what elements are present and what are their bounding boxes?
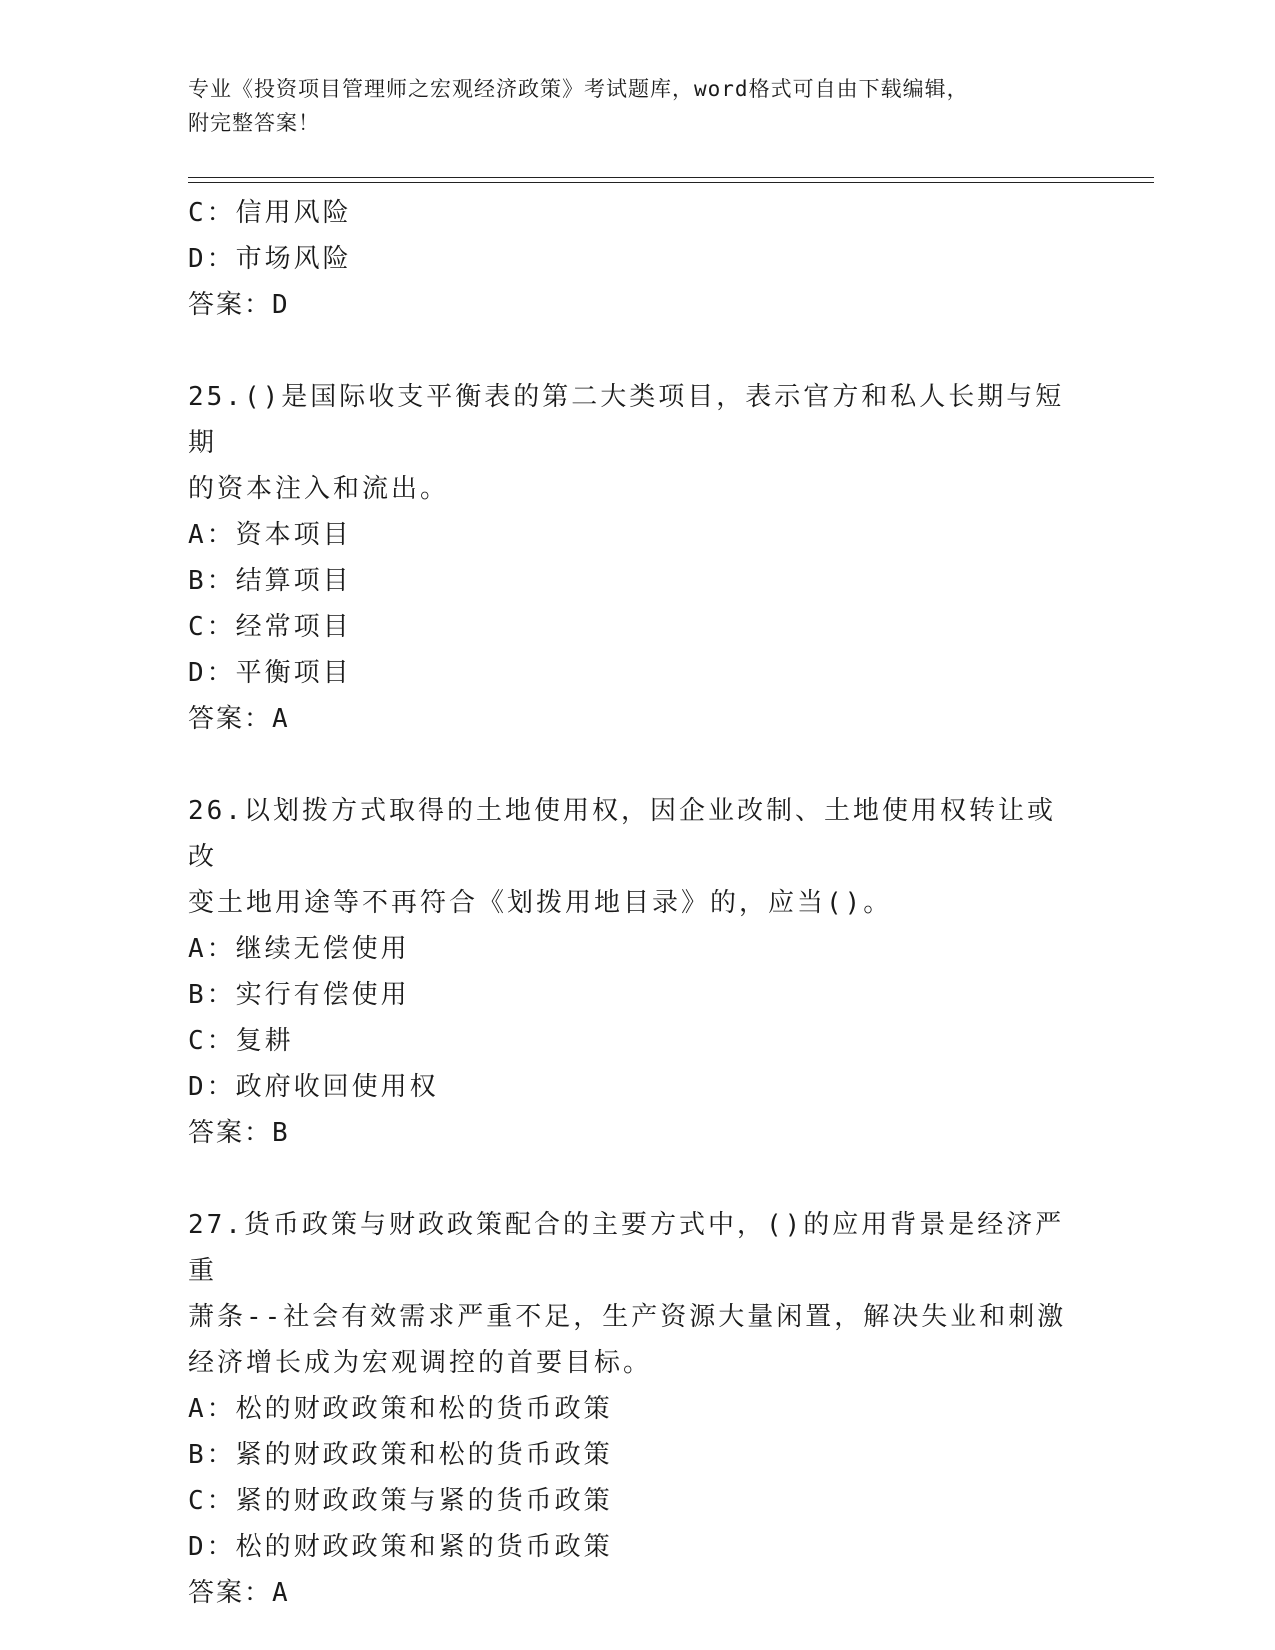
option-label: A： (188, 934, 236, 964)
question-stem: 27.货币政策与财政政策配合的主要方式中，()的应用背景是经济严重 (188, 1210, 1065, 1286)
option-text: 政府收回使用权 (235, 1072, 439, 1102)
question-stem: 的资本注入和流出。 (188, 474, 450, 504)
option-label: C： (188, 198, 236, 228)
header-divider (188, 177, 1154, 178)
option-c (188, 190, 1088, 236)
option-text: 平衡项目 (235, 658, 352, 688)
spacer (188, 1156, 1088, 1202)
option-b (188, 558, 1088, 604)
option-a (188, 926, 1088, 972)
header-divider (188, 182, 1154, 183)
option-b (188, 972, 1088, 1018)
option-a (188, 1386, 1088, 1432)
option-text: 经常项目 (235, 612, 352, 642)
option-d (188, 1524, 1088, 1570)
option-text: 结算项目 (235, 566, 352, 596)
option-text: 市场风险 (235, 244, 352, 274)
spacer (188, 742, 1088, 788)
option-text: 实行有偿使用 (235, 980, 410, 1010)
answer: 答案：B (188, 1118, 290, 1148)
option-label: C： (188, 1486, 236, 1516)
option-label: D： (188, 658, 236, 688)
question-27 (188, 1202, 1088, 1616)
spacer (188, 328, 1088, 374)
option-c (188, 1478, 1088, 1524)
option-label: B： (188, 980, 236, 1010)
option-label: D： (188, 1072, 236, 1102)
option-label: D： (188, 244, 236, 274)
option-label: C： (188, 612, 236, 642)
option-d (188, 236, 1088, 282)
question-stem: 变土地用途等不再符合《划拨用地目录》的，应当()。 (188, 888, 893, 918)
document-header (188, 72, 1088, 140)
question-stem: 26.以划拨方式取得的土地使用权，因企业改制、土地使用权转让或改 (188, 796, 1056, 872)
option-a (188, 512, 1088, 558)
option-text: 复耕 (235, 1026, 294, 1056)
option-label: D： (188, 1532, 236, 1562)
prev-question (188, 190, 1088, 328)
question-stem: 经济增长成为宏观调控的首要目标。 (188, 1348, 653, 1378)
option-d (188, 1064, 1088, 1110)
answer: 答案：A (188, 704, 290, 734)
option-text: 信用风险 (235, 198, 352, 228)
answer: 答案：D (188, 290, 290, 320)
option-text: 松的财政政策和紧的货币政策 (235, 1532, 613, 1562)
question-content (188, 190, 1088, 1616)
option-label: B： (188, 566, 236, 596)
question-stem: 25.()是国际收支平衡表的第二大类项目，表示官方和私人长期与短期 (188, 382, 1065, 458)
option-c (188, 1018, 1088, 1064)
question-26 (188, 788, 1088, 1156)
option-b (188, 1432, 1088, 1478)
question-stem: 萧条--社会有效需求严重不足，生产资源大量闲置，解决失业和刺激 (188, 1302, 1067, 1332)
option-text: 资本项目 (235, 520, 352, 550)
option-text: 松的财政政策和松的货币政策 (235, 1394, 613, 1424)
answer: 答案：A (188, 1578, 290, 1608)
option-text: 继续无偿使用 (235, 934, 410, 964)
header-line: 附完整答案！ (188, 111, 320, 135)
option-label: A： (188, 1394, 236, 1424)
header-line: 专业《投资项目管理师之宏观经济政策》考试题库，word格式可自由下载编辑， (188, 77, 969, 101)
option-label: B： (188, 1440, 236, 1470)
option-text: 紧的财政政策与紧的货币政策 (235, 1486, 613, 1516)
option-label: A： (188, 520, 236, 550)
option-d (188, 650, 1088, 696)
option-label: C： (188, 1026, 236, 1056)
option-text: 紧的财政政策和松的货币政策 (235, 1440, 613, 1470)
question-25 (188, 374, 1088, 742)
option-c (188, 604, 1088, 650)
